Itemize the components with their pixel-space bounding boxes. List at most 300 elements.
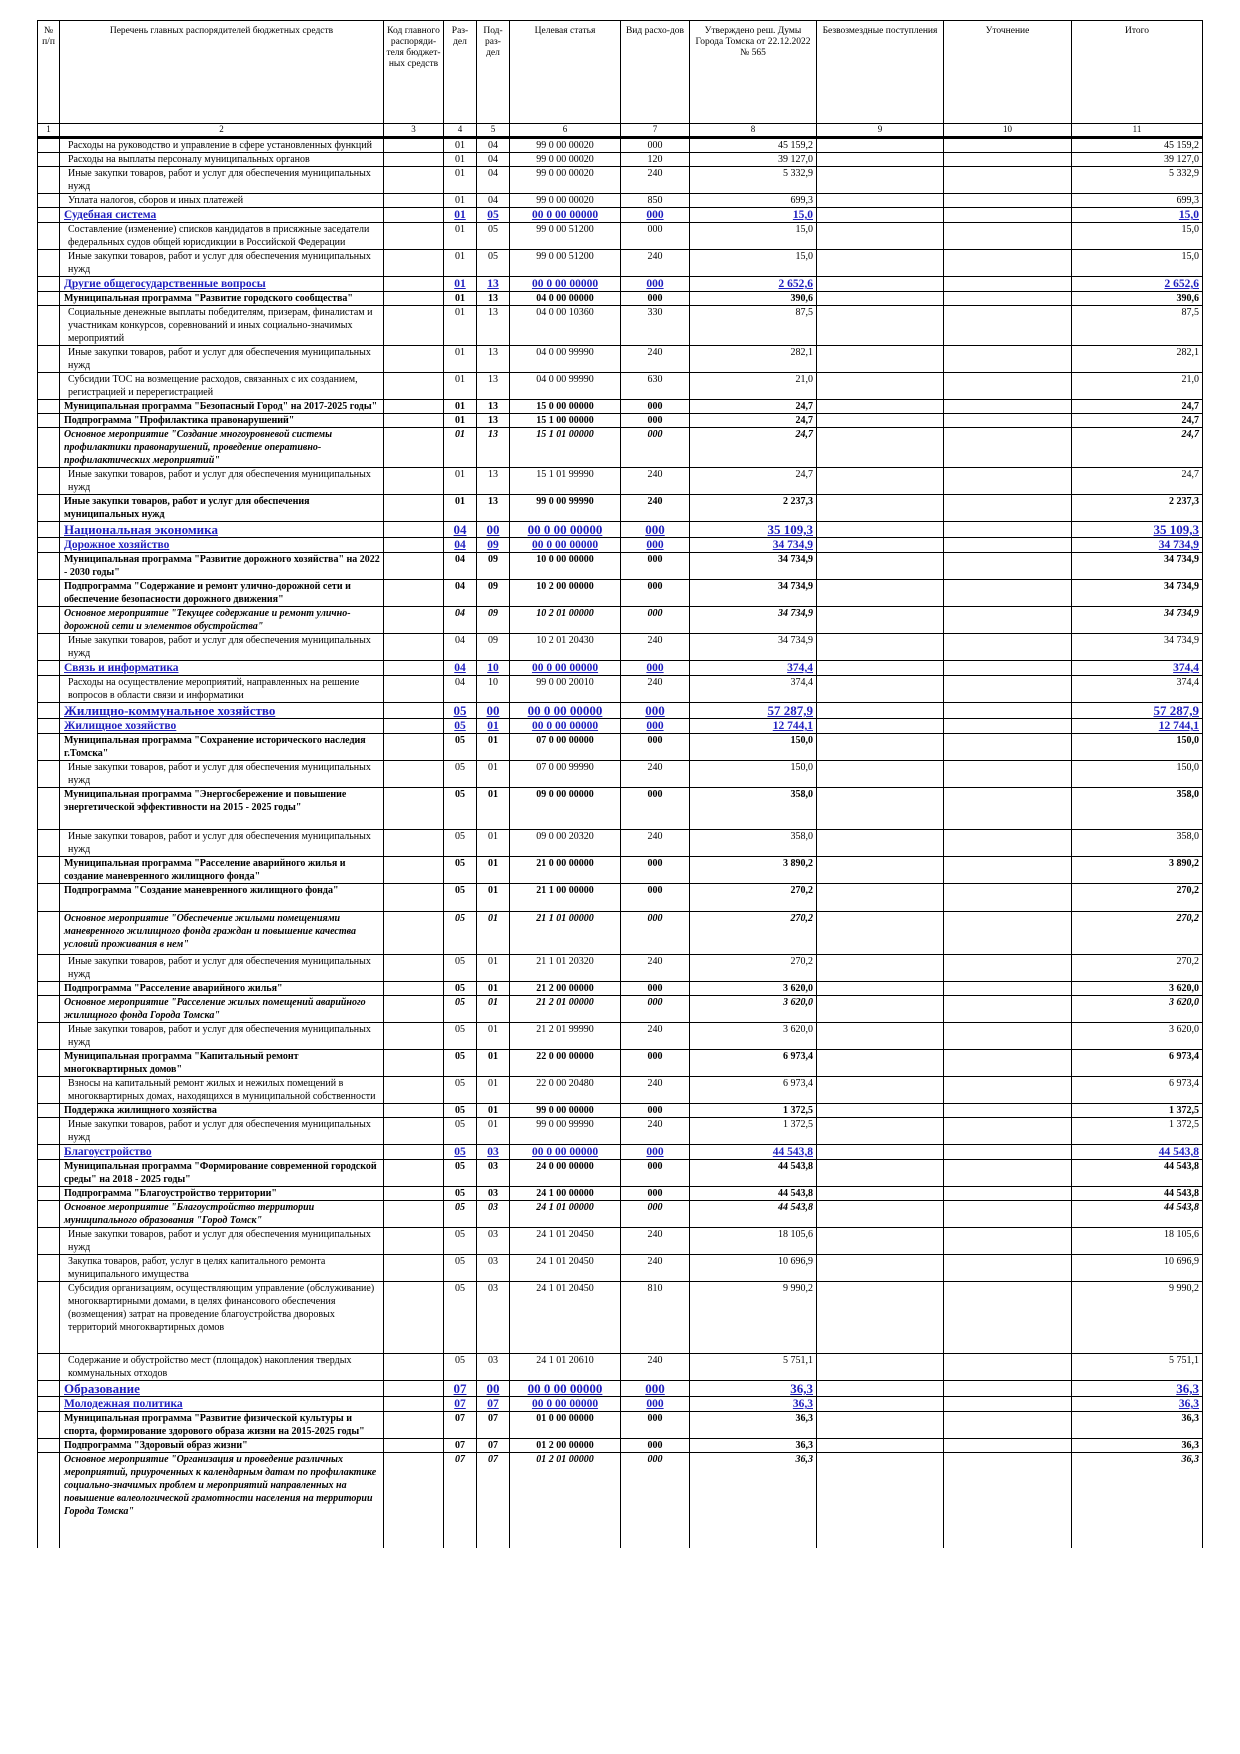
razdel-cell: 04: [444, 661, 477, 676]
expense-type-cell: 000: [621, 1104, 690, 1118]
clarification-cell: [944, 1255, 1072, 1282]
row-name: Иные закупки товаров, работ и услуг для обеспечения муниципальных нужд: [60, 1228, 384, 1255]
column-number: 4: [444, 124, 477, 138]
target-article-cell: 07 0 00 99990: [510, 761, 621, 788]
expense-type-cell: 000: [621, 996, 690, 1023]
row-name: Основное мероприятие "Текущее содержание и ремонт улично-дорожной сети и элементов обустройства": [60, 607, 384, 634]
budget-table-sheet: [37, 20, 1202, 1548]
approved-amount-cell: 34 734,9: [690, 538, 817, 553]
free-receipts-cell: [817, 1228, 944, 1255]
free-receipts-cell: [817, 1412, 944, 1439]
approved-amount-cell: 45 159,2: [690, 138, 817, 153]
grbs-code-cell: [384, 1354, 444, 1381]
free-receipts-cell: [817, 830, 944, 857]
row-name: Другие общегосударственные вопросы: [60, 277, 384, 292]
table-row: [38, 194, 1203, 208]
expense-type-cell: 240: [621, 1118, 690, 1145]
clarification-cell: [944, 676, 1072, 703]
grbs-code-cell: [384, 996, 444, 1023]
row-number-cell: [38, 553, 60, 580]
approved-amount-cell: 358,0: [690, 788, 817, 830]
total-amount-cell: 36,3: [1072, 1412, 1203, 1439]
row-name: Иные закупки товаров, работ и услуг для обеспечения муниципальных нужд: [60, 830, 384, 857]
free-receipts-cell: [817, 1397, 944, 1412]
razdel-cell: 05: [444, 761, 477, 788]
clarification-cell: [944, 912, 1072, 955]
approved-amount-cell: 390,6: [690, 292, 817, 306]
row-name: Подпрограмма "Благоустройство территории": [60, 1187, 384, 1201]
razdel-cell: 04: [444, 607, 477, 634]
free-receipts-cell: [817, 495, 944, 522]
grbs-code-cell: [384, 982, 444, 996]
table-row: [38, 912, 1203, 955]
grbs-code-cell: [384, 468, 444, 495]
clarification-cell: [944, 580, 1072, 607]
row-number-cell: [38, 830, 60, 857]
row-number-cell: [38, 1381, 60, 1397]
free-receipts-cell: [817, 996, 944, 1023]
row-name: Подпрограмма "Профилактика правонарушений": [60, 414, 384, 428]
expense-type-cell: 120: [621, 153, 690, 167]
total-amount-cell: 44 543,8: [1072, 1201, 1203, 1228]
grbs-code-cell: [384, 1023, 444, 1050]
expense-type-cell: 000: [621, 400, 690, 414]
expense-type-cell: 000: [621, 538, 690, 553]
razdel-cell: 01: [444, 495, 477, 522]
table-row: [38, 1412, 1203, 1439]
razdel-cell: 05: [444, 1354, 477, 1381]
approved-amount-cell: 10 696,9: [690, 1255, 817, 1282]
row-name: Содержание и обустройство мест (площадок) накопления твердых коммунальных отходов: [60, 1354, 384, 1381]
target-article-cell: 00 0 00 00000: [510, 522, 621, 538]
free-receipts-cell: [817, 414, 944, 428]
row-name: Благоустройство: [60, 1145, 384, 1160]
free-receipts-cell: [817, 1453, 944, 1548]
row-name: Муниципальная программа "Развитие городского сообщества": [60, 292, 384, 306]
grbs-code-cell: [384, 1187, 444, 1201]
grbs-code-cell: [384, 538, 444, 553]
free-receipts-cell: [817, 719, 944, 734]
expense-type-cell: 000: [621, 292, 690, 306]
grbs-code-cell: [384, 884, 444, 912]
clarification-cell: [944, 167, 1072, 194]
free-receipts-cell: [817, 138, 944, 153]
podrazdel-cell: 01: [477, 955, 510, 982]
razdel-cell: 07: [444, 1439, 477, 1453]
approved-amount-cell: 34 734,9: [690, 607, 817, 634]
approved-amount-cell: 9 990,2: [690, 1282, 817, 1354]
expense-type-cell: 850: [621, 194, 690, 208]
clarification-cell: [944, 223, 1072, 250]
expense-type-cell: 000: [621, 982, 690, 996]
col-header-target-article: Целевая статья: [510, 21, 621, 124]
target-article-cell: 10 2 01 20430: [510, 634, 621, 661]
row-name: Расходы на выплаты персоналу муниципальных органов: [60, 153, 384, 167]
total-amount-cell: 6 973,4: [1072, 1050, 1203, 1077]
grbs-code-cell: [384, 1228, 444, 1255]
target-article-cell: 24 1 01 20450: [510, 1255, 621, 1282]
table-row: [38, 634, 1203, 661]
razdel-cell: 05: [444, 703, 477, 719]
row-number-cell: [38, 788, 60, 830]
target-article-cell: 99 0 00 00020: [510, 167, 621, 194]
podrazdel-cell: 03: [477, 1255, 510, 1282]
table-row: [38, 830, 1203, 857]
razdel-cell: 05: [444, 1023, 477, 1050]
row-name: Поддержка жилищного хозяйства: [60, 1104, 384, 1118]
approved-amount-cell: 36,3: [690, 1439, 817, 1453]
expense-type-cell: 810: [621, 1282, 690, 1354]
grbs-code-cell: [384, 955, 444, 982]
podrazdel-cell: 09: [477, 634, 510, 661]
target-article-cell: 04 0 00 10360: [510, 306, 621, 346]
total-amount-cell: 24,7: [1072, 400, 1203, 414]
approved-amount-cell: 2 652,6: [690, 277, 817, 292]
grbs-code-cell: [384, 553, 444, 580]
column-number: 3: [384, 124, 444, 138]
expense-type-cell: 000: [621, 788, 690, 830]
grbs-code-cell: [384, 1160, 444, 1187]
col-header-approved: Утверждено реш. Думы Города Томска от 22.12.2022 № 565: [690, 21, 817, 124]
approved-amount-cell: 1 372,5: [690, 1104, 817, 1118]
free-receipts-cell: [817, 277, 944, 292]
podrazdel-cell: 13: [477, 277, 510, 292]
razdel-cell: 05: [444, 1255, 477, 1282]
row-name: Основное мероприятие "Организация и проведение различных мероприятий, приуроченных к календарным датам по профилактике социально-значимых проблем и мероприятий направленных на повышение валеологической грамотности населения на территории Города Томска": [60, 1453, 384, 1548]
approved-amount-cell: 358,0: [690, 830, 817, 857]
free-receipts-cell: [817, 884, 944, 912]
clarification-cell: [944, 857, 1072, 884]
razdel-cell: 01: [444, 277, 477, 292]
target-article-cell: 99 0 00 00000: [510, 1104, 621, 1118]
approved-amount-cell: 21,0: [690, 373, 817, 400]
target-article-cell: 10 0 00 00000: [510, 553, 621, 580]
row-name: Муниципальная программа "Расселение аварийного жилья и создание маневренного жилищного фонда": [60, 857, 384, 884]
total-amount-cell: 45 159,2: [1072, 138, 1203, 153]
total-amount-cell: 3 620,0: [1072, 996, 1203, 1023]
free-receipts-cell: [817, 553, 944, 580]
grbs-code-cell: [384, 1201, 444, 1228]
podrazdel-cell: 07: [477, 1397, 510, 1412]
table-row: [38, 1439, 1203, 1453]
grbs-code-cell: [384, 223, 444, 250]
target-article-cell: 99 0 00 00020: [510, 153, 621, 167]
total-amount-cell: 1 372,5: [1072, 1104, 1203, 1118]
grbs-code-cell: [384, 676, 444, 703]
row-name: Составление (изменение) списков кандидатов в присяжные заседатели федеральных судов общей юрисдикции в Российской Федерации: [60, 223, 384, 250]
row-number-cell: [38, 1118, 60, 1145]
row-name: Иные закупки товаров, работ и услуг для обеспечения муниципальных нужд: [60, 1118, 384, 1145]
approved-amount-cell: 44 543,8: [690, 1201, 817, 1228]
table-row: [38, 1160, 1203, 1187]
approved-amount-cell: 36,3: [690, 1453, 817, 1548]
razdel-cell: 04: [444, 538, 477, 553]
target-article-cell: 00 0 00 00000: [510, 703, 621, 719]
clarification-cell: [944, 634, 1072, 661]
total-amount-cell: 34 734,9: [1072, 538, 1203, 553]
expense-type-cell: 240: [621, 1354, 690, 1381]
razdel-cell: 01: [444, 292, 477, 306]
table-row: [38, 306, 1203, 346]
clarification-cell: [944, 661, 1072, 676]
podrazdel-cell: 13: [477, 292, 510, 306]
target-article-cell: 99 0 00 00020: [510, 194, 621, 208]
row-name: Образование: [60, 1381, 384, 1397]
free-receipts-cell: [817, 1187, 944, 1201]
podrazdel-cell: 04: [477, 138, 510, 153]
expense-type-cell: 240: [621, 495, 690, 522]
total-amount-cell: 87,5: [1072, 306, 1203, 346]
clarification-cell: [944, 495, 1072, 522]
target-article-cell: 00 0 00 00000: [510, 1381, 621, 1397]
razdel-cell: 07: [444, 1453, 477, 1548]
row-name: Социальные денежные выплаты победителям, призерам, финалистам и участникам конкурсов, соревнований и иных социально-значимых мероприятий: [60, 306, 384, 346]
approved-amount-cell: 270,2: [690, 912, 817, 955]
free-receipts-cell: [817, 761, 944, 788]
expense-type-cell: 000: [621, 719, 690, 734]
approved-amount-cell: 12 744,1: [690, 719, 817, 734]
expense-type-cell: 240: [621, 468, 690, 495]
approved-amount-cell: 34 734,9: [690, 553, 817, 580]
free-receipts-cell: [817, 292, 944, 306]
free-receipts-cell: [817, 194, 944, 208]
approved-amount-cell: 24,7: [690, 414, 817, 428]
row-number-cell: [38, 1282, 60, 1354]
grbs-code-cell: [384, 1439, 444, 1453]
clarification-cell: [944, 1412, 1072, 1439]
free-receipts-cell: [817, 522, 944, 538]
clarification-cell: [944, 538, 1072, 553]
free-receipts-cell: [817, 468, 944, 495]
podrazdel-cell: 00: [477, 522, 510, 538]
free-receipts-cell: [817, 912, 944, 955]
column-number: 5: [477, 124, 510, 138]
target-article-cell: 99 0 00 51200: [510, 223, 621, 250]
total-amount-cell: 150,0: [1072, 734, 1203, 761]
table-row: [38, 661, 1203, 676]
column-number: 7: [621, 124, 690, 138]
target-article-cell: 00 0 00 00000: [510, 1145, 621, 1160]
razdel-cell: 07: [444, 1412, 477, 1439]
target-article-cell: 10 2 01 00000: [510, 607, 621, 634]
row-number-cell: [38, 719, 60, 734]
grbs-code-cell: [384, 830, 444, 857]
row-name: Подпрограмма "Содержание и ремонт улично-дорожной сети и обеспечение безопасности дорожного движения": [60, 580, 384, 607]
grbs-code-cell: [384, 661, 444, 676]
approved-amount-cell: 3 620,0: [690, 996, 817, 1023]
target-article-cell: 24 0 00 00000: [510, 1160, 621, 1187]
grbs-code-cell: [384, 719, 444, 734]
clarification-cell: [944, 277, 1072, 292]
grbs-code-cell: [384, 208, 444, 223]
razdel-cell: 04: [444, 580, 477, 607]
expense-type-cell: 000: [621, 1145, 690, 1160]
row-name: Муниципальная программа "Сохранение исторического наследия г.Томска": [60, 734, 384, 761]
podrazdel-cell: 03: [477, 1354, 510, 1381]
target-article-cell: 99 0 00 51200: [510, 250, 621, 277]
approved-amount-cell: 87,5: [690, 306, 817, 346]
grbs-code-cell: [384, 607, 444, 634]
grbs-code-cell: [384, 1282, 444, 1354]
podrazdel-cell: 13: [477, 346, 510, 373]
razdel-cell: 01: [444, 306, 477, 346]
row-name: Иные закупки товаров, работ и услуг для обеспечения муниципальных нужд: [60, 250, 384, 277]
podrazdel-cell: 09: [477, 580, 510, 607]
grbs-code-cell: [384, 250, 444, 277]
row-number-cell: [38, 996, 60, 1023]
expense-type-cell: 000: [621, 277, 690, 292]
grbs-code-cell: [384, 1077, 444, 1104]
table-row: [38, 1381, 1203, 1397]
target-article-cell: 99 0 00 99990: [510, 1118, 621, 1145]
grbs-code-cell: [384, 703, 444, 719]
clarification-cell: [944, 607, 1072, 634]
total-amount-cell: 3 890,2: [1072, 857, 1203, 884]
row-name: Связь и информатика: [60, 661, 384, 676]
row-name: Жилищно-коммунальное хозяйство: [60, 703, 384, 719]
total-amount-cell: 10 696,9: [1072, 1255, 1203, 1282]
table-row: [38, 955, 1203, 982]
target-article-cell: 99 0 00 99990: [510, 495, 621, 522]
target-article-cell: 09 0 00 20320: [510, 830, 621, 857]
approved-amount-cell: 44 543,8: [690, 1160, 817, 1187]
row-number-cell: [38, 734, 60, 761]
podrazdel-cell: 13: [477, 306, 510, 346]
expense-type-cell: 240: [621, 830, 690, 857]
total-amount-cell: 36,3: [1072, 1453, 1203, 1548]
total-amount-cell: 34 734,9: [1072, 580, 1203, 607]
clarification-cell: [944, 250, 1072, 277]
free-receipts-cell: [817, 1255, 944, 1282]
free-receipts-cell: [817, 1201, 944, 1228]
row-name: Муниципальная программа "Капитальный ремонт многоквартирных домов": [60, 1050, 384, 1077]
row-number-cell: [38, 1228, 60, 1255]
free-receipts-cell: [817, 634, 944, 661]
target-article-cell: 99 0 00 00020: [510, 138, 621, 153]
approved-amount-cell: 699,3: [690, 194, 817, 208]
row-name: Субсидии ТОС на возмещение расходов, связанных с их созданием, регистрацией и перерегистрацией: [60, 373, 384, 400]
free-receipts-cell: [817, 538, 944, 553]
podrazdel-cell: 13: [477, 495, 510, 522]
total-amount-cell: 35 109,3: [1072, 522, 1203, 538]
table-row: [38, 734, 1203, 761]
row-name: Основное мероприятие "Благоустройство территории муниципального образования "Город Томск": [60, 1201, 384, 1228]
total-amount-cell: 9 990,2: [1072, 1282, 1203, 1354]
table-row: [38, 400, 1203, 414]
header-row: [38, 21, 1203, 124]
clarification-cell: [944, 306, 1072, 346]
expense-type-cell: 000: [621, 223, 690, 250]
table-row: [38, 223, 1203, 250]
total-amount-cell: 282,1: [1072, 346, 1203, 373]
table-row: [38, 1255, 1203, 1282]
expense-type-cell: 000: [621, 208, 690, 223]
row-number-cell: [38, 1439, 60, 1453]
total-amount-cell: 1 372,5: [1072, 1118, 1203, 1145]
free-receipts-cell: [817, 428, 944, 468]
row-number-cell: [38, 857, 60, 884]
clarification-cell: [944, 553, 1072, 580]
clarification-cell: [944, 982, 1072, 996]
table-row: [38, 884, 1203, 912]
total-amount-cell: 390,6: [1072, 292, 1203, 306]
expense-type-cell: 240: [621, 1228, 690, 1255]
target-article-cell: 04 0 00 00000: [510, 292, 621, 306]
grbs-code-cell: [384, 1255, 444, 1282]
row-name: Муниципальная программа "Энергосбережение и повышение энергетической эффективности на 2015 - 2025 годы": [60, 788, 384, 830]
podrazdel-cell: 05: [477, 223, 510, 250]
grbs-code-cell: [384, 1145, 444, 1160]
clarification-cell: [944, 292, 1072, 306]
expense-type-cell: 240: [621, 250, 690, 277]
clarification-cell: [944, 1354, 1072, 1381]
total-amount-cell: 699,3: [1072, 194, 1203, 208]
podrazdel-cell: 01: [477, 982, 510, 996]
grbs-code-cell: [384, 414, 444, 428]
target-article-cell: 21 1 01 00000: [510, 912, 621, 955]
razdel-cell: 01: [444, 468, 477, 495]
clarification-cell: [944, 703, 1072, 719]
expense-type-cell: 240: [621, 1255, 690, 1282]
row-name: Муниципальная программа "Развитие дорожного хозяйства" на 2022 - 2030 годы": [60, 553, 384, 580]
total-amount-cell: 44 543,8: [1072, 1160, 1203, 1187]
total-amount-cell: 270,2: [1072, 955, 1203, 982]
expense-type-cell: 000: [621, 414, 690, 428]
approved-amount-cell: 18 105,6: [690, 1228, 817, 1255]
razdel-cell: 05: [444, 1104, 477, 1118]
table-row: [38, 428, 1203, 468]
row-number-cell: [38, 676, 60, 703]
clarification-cell: [944, 1077, 1072, 1104]
table-row: [38, 676, 1203, 703]
total-amount-cell: 15,0: [1072, 208, 1203, 223]
grbs-code-cell: [384, 857, 444, 884]
total-amount-cell: 34 734,9: [1072, 553, 1203, 580]
expense-type-cell: 000: [621, 884, 690, 912]
row-number-cell: [38, 346, 60, 373]
row-number-cell: [38, 955, 60, 982]
razdel-cell: 04: [444, 553, 477, 580]
target-article-cell: 04 0 00 99990: [510, 373, 621, 400]
table-row: [38, 703, 1203, 719]
razdel-cell: 01: [444, 346, 477, 373]
podrazdel-cell: 03: [477, 1187, 510, 1201]
row-number-cell: [38, 428, 60, 468]
razdel-cell: 05: [444, 788, 477, 830]
target-article-cell: 00 0 00 00000: [510, 661, 621, 676]
table-row: [38, 292, 1203, 306]
row-name: Муниципальная программа "Формирование современной городской среды" на 2018 - 2025 годы": [60, 1160, 384, 1187]
podrazdel-cell: 10: [477, 676, 510, 703]
razdel-cell: 05: [444, 1077, 477, 1104]
target-article-cell: 24 1 01 00000: [510, 1201, 621, 1228]
expense-type-cell: 000: [621, 607, 690, 634]
clarification-cell: [944, 955, 1072, 982]
total-amount-cell: 18 105,6: [1072, 1228, 1203, 1255]
row-number-cell: [38, 1412, 60, 1439]
row-number-cell: [38, 277, 60, 292]
clarification-cell: [944, 522, 1072, 538]
row-name: Дорожное хозяйство: [60, 538, 384, 553]
table-row: [38, 1118, 1203, 1145]
row-name: Судебная система: [60, 208, 384, 223]
table-row: [38, 538, 1203, 553]
row-number-cell: [38, 522, 60, 538]
target-article-cell: 10 2 00 00000: [510, 580, 621, 607]
podrazdel-cell: 01: [477, 1118, 510, 1145]
grbs-code-cell: [384, 634, 444, 661]
table-row: [38, 761, 1203, 788]
